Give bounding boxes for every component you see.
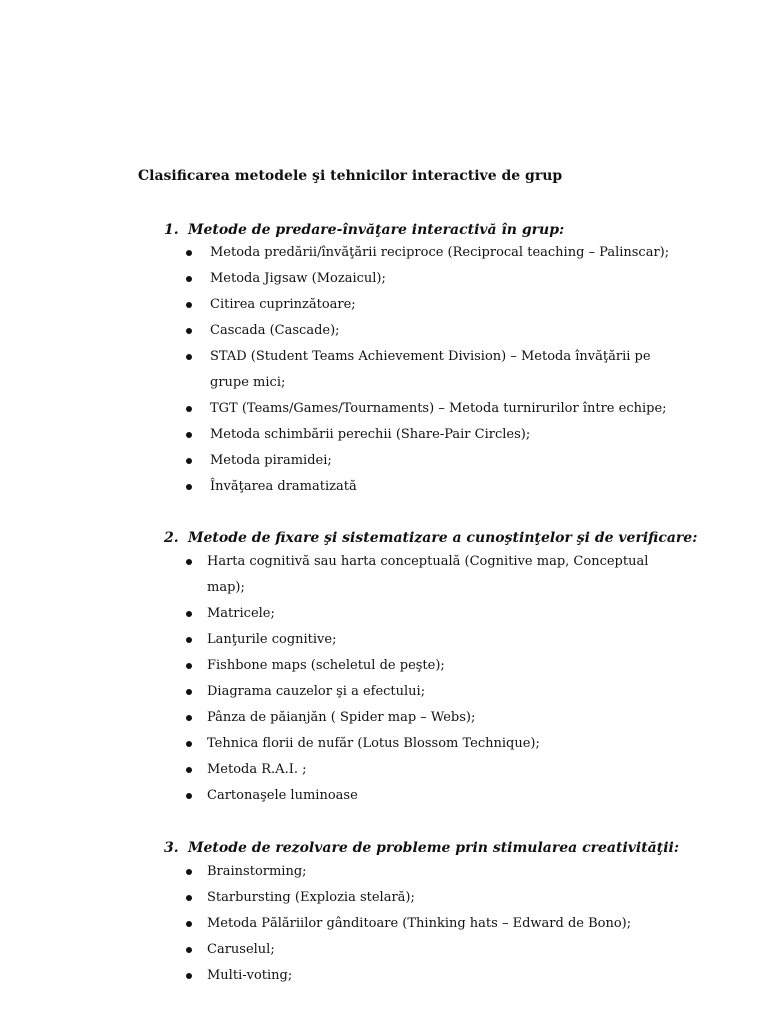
- list-item: Tehnica florii de nufăr (Lotus Blossom Technique);: [0, 731, 768, 757]
- list-item: Cascada (Cascade);: [0, 318, 768, 344]
- section-1-heading-text: Metode de predare-învăţare interactivă în grup:: [188, 222, 565, 238]
- section-3-heading-text: Metode de rezolvare de probleme prin stimularea creativităţii:: [188, 840, 680, 856]
- list-item: Harta cognitivă sau harta conceptuală (Cognitive map, Conceptual map);: [0, 549, 768, 601]
- list-item: STAD (Student Teams Achievement Division) – Metoda învăţării pe grupe mici;: [0, 344, 768, 396]
- list-item: Metoda piramidei;: [0, 448, 768, 474]
- bullet-icon: [186, 869, 192, 875]
- bullet-icon: [186, 767, 192, 773]
- list-item: Multi-voting;: [0, 963, 768, 989]
- bullet-icon: [186, 484, 192, 490]
- section-1-list: [0, 240, 768, 500]
- list-item: Diagrama cauzelor şi a efectului;: [0, 679, 768, 705]
- bullet-icon: [186, 741, 192, 747]
- bullet-icon: [186, 715, 192, 721]
- section-1-number: 1.: [164, 222, 179, 238]
- bullet-icon: [186, 973, 192, 979]
- bullet-icon: [186, 663, 192, 669]
- section-2-list: [0, 549, 768, 809]
- bullet-icon: [186, 458, 192, 464]
- bullet-icon: [186, 895, 192, 901]
- list-item: Fishbone maps (scheletul de peşte);: [0, 653, 768, 679]
- list-item: Brainstorming;: [0, 859, 768, 885]
- list-item: Învăţarea dramatizată: [0, 474, 768, 500]
- bullet-icon: [186, 637, 192, 643]
- list-item: Matricele;: [0, 601, 768, 627]
- list-item: TGT (Teams/Games/Tournaments) – Metoda turnirurilor între echipe;: [0, 396, 768, 422]
- document-title: Clasificarea metodele şi tehnicilor interactive de grup: [138, 168, 563, 184]
- list-item: Lanţurile cognitive;: [0, 627, 768, 653]
- bullet-icon: [186, 793, 192, 799]
- list-item: Metoda schimbării perechii (Share-Pair Circles);: [0, 422, 768, 448]
- section-3-heading: [164, 840, 679, 856]
- section-2-number: 2.: [164, 530, 179, 546]
- bullet-icon: [186, 276, 192, 282]
- section-1-heading: [164, 222, 564, 238]
- list-item: Starbursting (Explozia stelară);: [0, 885, 768, 911]
- section-3-list: [0, 859, 768, 989]
- bullet-icon: [186, 611, 192, 617]
- bullet-icon: [186, 689, 192, 695]
- bullet-icon: [186, 432, 192, 438]
- list-item: Citirea cuprinzătoare;: [0, 292, 768, 318]
- bullet-icon: [186, 406, 192, 412]
- bullet-icon: [186, 302, 192, 308]
- list-item: Pânza de păianjăn ( Spider map – Webs);: [0, 705, 768, 731]
- list-item: Caruselul;: [0, 937, 768, 963]
- bullet-icon: [186, 559, 192, 565]
- list-item: Metoda Pălăriilor gânditoare (Thinking hats – Edward de Bono);: [0, 911, 768, 937]
- bullet-icon: [186, 947, 192, 953]
- list-item: Cartonaşele luminoase: [0, 783, 768, 809]
- bullet-icon: [186, 328, 192, 334]
- bullet-icon: [186, 921, 192, 927]
- bullet-icon: [186, 354, 192, 360]
- bullet-icon: [186, 250, 192, 256]
- list-item: Metoda predării/învăţării reciproce (Reciprocal teaching – Palinscar);: [0, 240, 768, 266]
- list-item: Metoda Jigsaw (Mozaicul);: [0, 266, 768, 292]
- section-2-heading-text: Metode de fixare şi sistematizare a cunoştinţelor şi de verificare:: [188, 530, 698, 546]
- list-item: Metoda R.A.I. ;: [0, 757, 768, 783]
- section-3-number: 3.: [164, 840, 179, 856]
- section-2-heading: [164, 530, 697, 546]
